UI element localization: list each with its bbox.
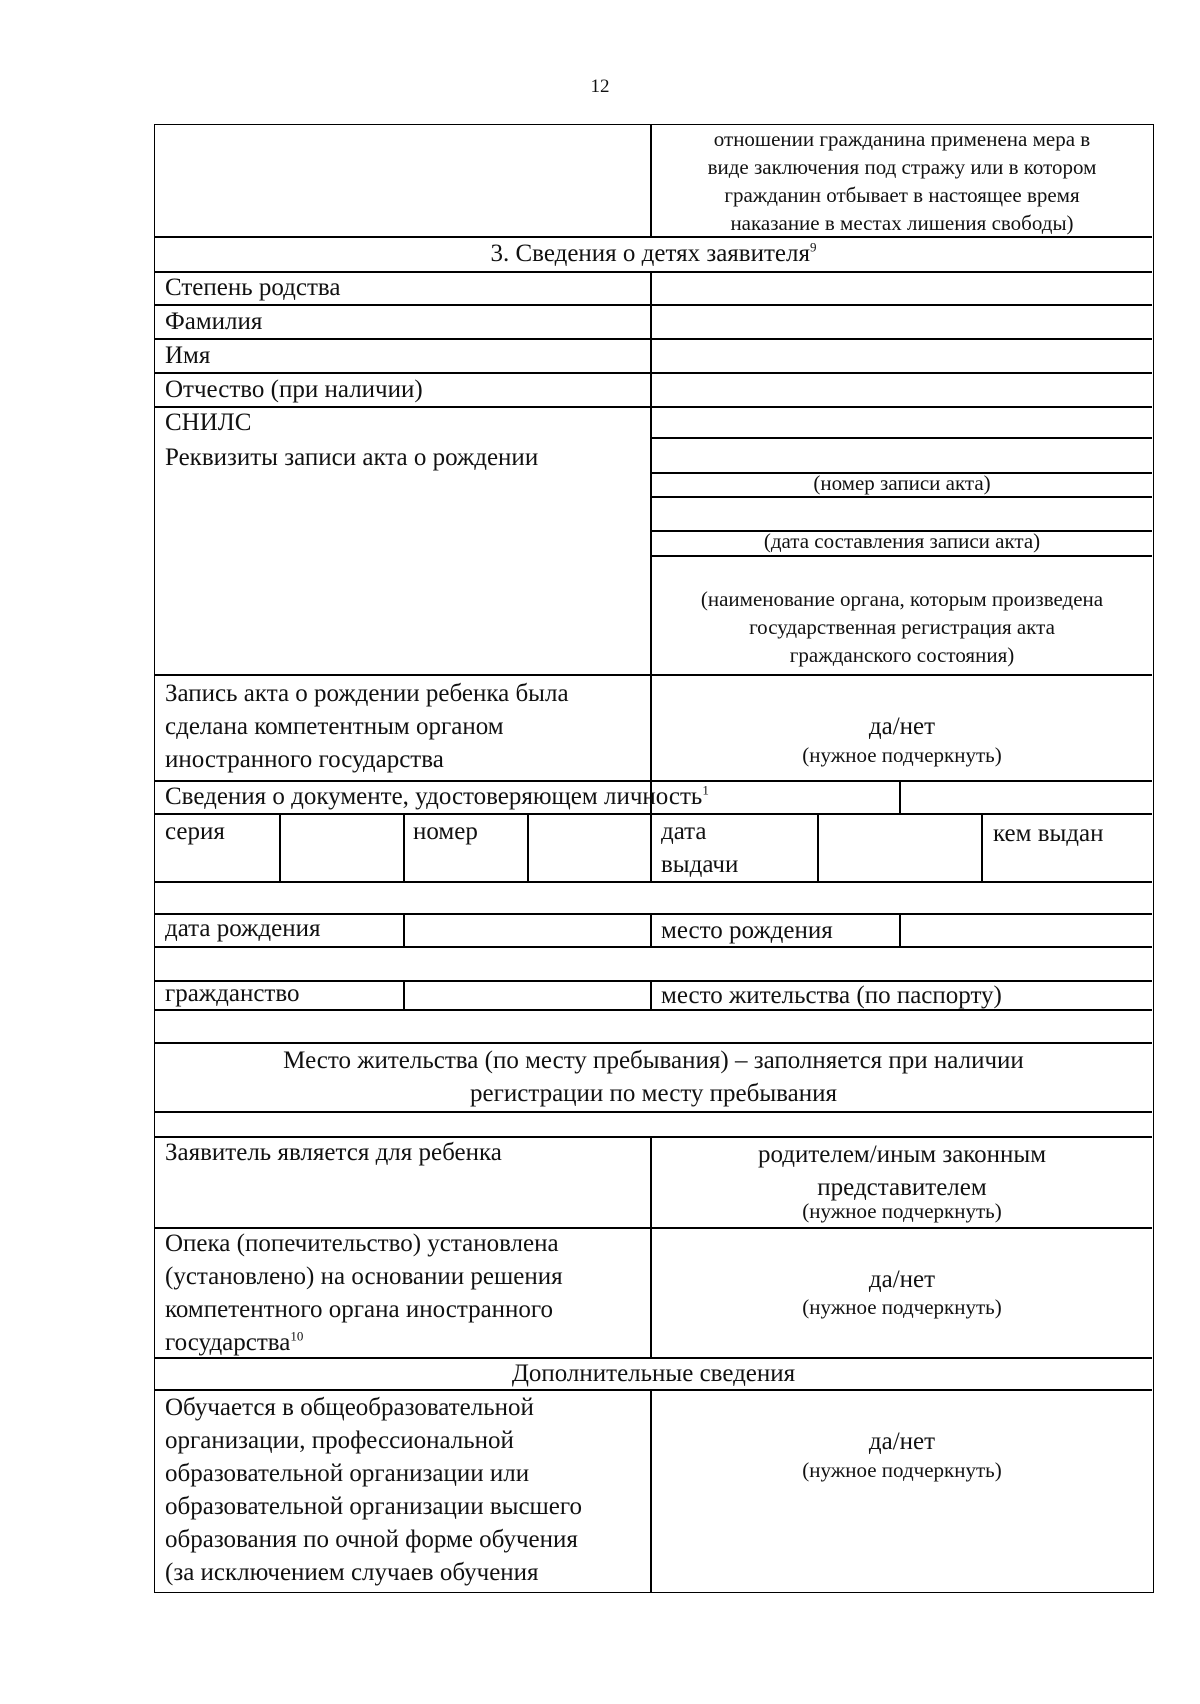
previous-section-continuation [652,125,1152,237]
birth-place-label: место рождения [661,917,833,944]
identity-doc-label: Сведения о документе, удостоверяющем личность$^1$ [165,782,709,810]
continuation-line: виде заключения под стражу или в котором [707,155,1097,179]
record-number-hint: (номер записи акта) [813,471,991,495]
residence-label: место жительства (по паспорту) [661,982,1002,1009]
row-divider [650,555,1152,557]
row-divider [155,980,1152,982]
row-divider [155,406,1152,408]
column-divider [279,813,281,881]
column-divider [650,913,652,946]
row-divider [155,338,1152,340]
column-divider [650,1389,652,1592]
continuation-line: наказание в местах лишения свободы) [730,211,1074,235]
section-title: 3. Сведения о детях заявителя$^9$ [490,239,817,267]
applicant-role-label: Заявитель является для ребенка [165,1139,502,1166]
continuation-line: отношении гражданина применена мера в [713,127,1091,151]
number-label: номер [413,818,478,845]
column-divider [981,813,983,881]
column-divider [899,913,901,946]
relation-label: Степень родства [165,274,341,301]
series-label: серия [165,818,225,845]
column-divider [899,780,901,813]
row-divider [155,946,1152,948]
registration-organ-hint: (наименование органа, которым произведена государственная регистрация акта гражданского состояния) [700,587,1104,667]
row-divider [155,881,1152,883]
guardianship-hint: (нужное подчеркнуть) [802,1295,1002,1319]
column-divider [403,980,405,1009]
row-divider [155,813,1152,815]
row-divider [650,437,1152,439]
footnote-ref: 9 [809,239,817,255]
foreign-record-hint: (нужное подчеркнуть) [802,743,1002,767]
row-divider [155,674,1152,676]
column-divider [527,813,529,881]
education-hint: (нужное подчеркнуть) [802,1458,1002,1482]
patronymic-label: Отчество (при наличии) [165,376,423,403]
column-divider [403,913,405,946]
record-date-hint: (дата составления записи акта) [763,529,1041,553]
row-divider [155,304,1152,306]
additional-info-title: Дополнительные сведения [511,1360,796,1387]
foreign-record-label: Запись акта о рождении ребенка была сделана компетентным органом иностранного государства [165,680,569,773]
guardianship-value: да/нет [868,1266,936,1293]
birth-date-label: дата рождения [165,915,321,942]
row-divider [155,1009,1152,1011]
continuation-line: гражданин отбывает в настоящее время [724,183,1080,207]
footnote-ref: 1 [702,782,709,798]
surname-label: Фамилия [165,308,263,335]
foreign-record-value: да/нет [868,713,936,740]
guardianship-label: Опека (попечительство) установлена (установлено) на основании решения компетентного органа иностранного государства$^{10}$ [165,1230,563,1356]
name-label: Имя [165,342,211,369]
birth-record-label: Реквизиты записи акта о рождении [165,444,539,471]
row-divider [155,1111,1152,1113]
footnote-ref: 10 [290,1328,304,1344]
citizenship-label: гражданство [165,980,300,1007]
stay-residence-title: Место жительства (по месту пребывания) – заполняется при наличии регистрации по месту пребывания [283,1047,1024,1107]
column-divider [650,980,652,1009]
issue-date-label: дата выдачи [661,818,739,878]
column-divider [817,813,819,881]
applicant-role-hint: (нужное подчеркнуть) [802,1199,1002,1223]
snils-label: СНИЛС [165,409,252,436]
column-divider [403,813,405,881]
applicant-role-value: родителем/иным законным представителем [757,1141,1047,1201]
column-divider [650,813,652,881]
child-info-form [154,124,1154,1593]
education-value: да/нет [868,1428,936,1455]
page-number: 12 [590,76,610,97]
issued-by-label: кем выдан [993,820,1104,847]
education-label: Обучается в общеобразовательной организации, профессиональной образовательной организации или образовательной организации высшего образования по очной форме обучения (за исключением случаев обучения [165,1394,583,1586]
